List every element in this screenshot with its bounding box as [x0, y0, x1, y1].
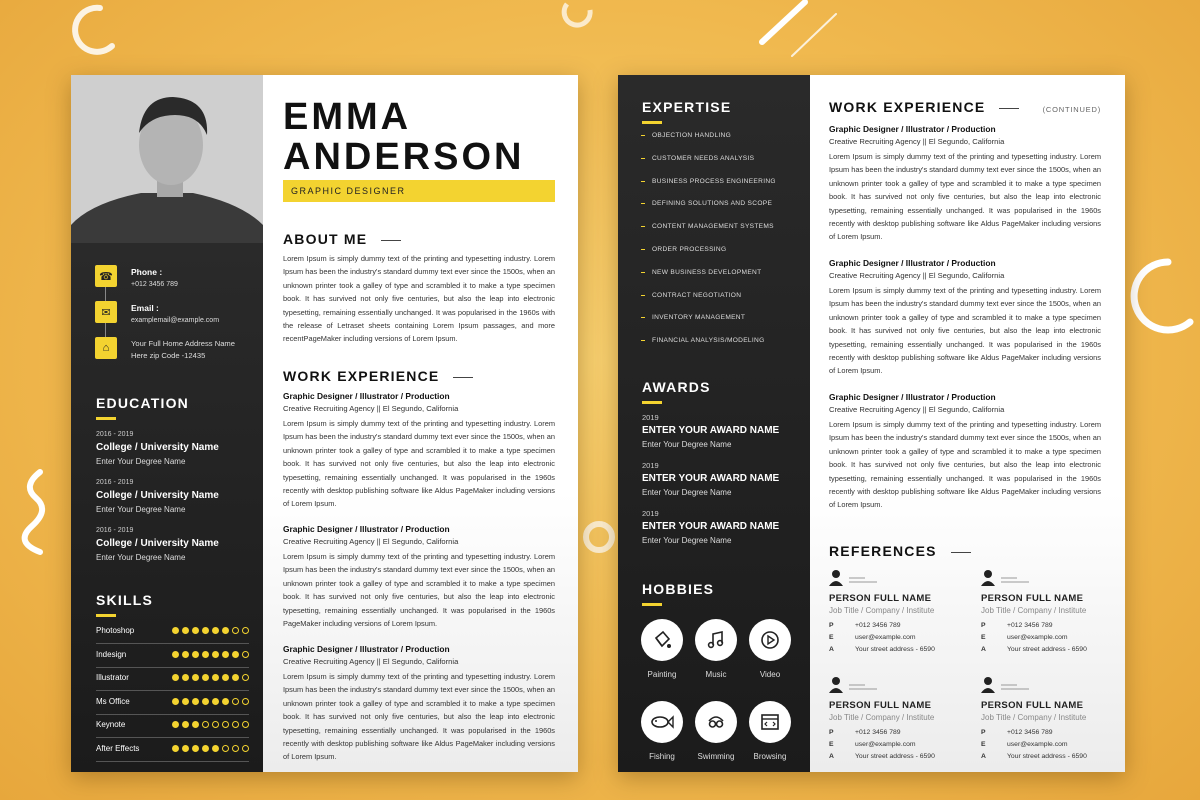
job-company: Creative Recruiting Agency || El Segundo, California	[283, 537, 459, 546]
candidate-name	[283, 97, 524, 177]
reference-key: P	[829, 622, 834, 629]
rating-dot	[202, 698, 209, 705]
reference-job: Job Title / Company / Institute	[981, 606, 1087, 615]
rating-dot	[242, 627, 249, 634]
skills-title: SKILLS	[96, 592, 153, 608]
rating-dot	[172, 674, 179, 681]
contact-connector	[105, 287, 106, 301]
resume-page-1	[71, 75, 578, 772]
reference-key: P	[981, 622, 986, 629]
email-icon: ✉	[95, 301, 117, 323]
job-description: Lorem Ipsum is simply dummy text of the printing and typesetting industry. Lorem Ipsum has been the industry's standard dummy text ever since the 1500s, when an unknown printer took a galley of type and scrambled it to make a type specimen book. It has survived not only five centuries, but also the leap into electronic typesetting, remaining essentially unchanged. It was popularised in the 1960s PageMaker including versions of Lorem Ipsum.	[283, 552, 555, 629]
reference-job: Job Title / Company / Institute	[829, 713, 935, 722]
hobby-label: Browsing	[753, 752, 787, 761]
education-title: EDUCATION	[96, 395, 189, 411]
reference-value: user@example.com	[1007, 741, 1068, 748]
address-line-1: Your Full Home Address Name	[131, 339, 235, 348]
award-year: 2019	[642, 413, 659, 422]
award-name: ENTER YOUR AWARD NAME	[642, 521, 780, 532]
profile-photo	[71, 75, 263, 243]
expertise-item: DEFINING SOLUTIONS AND SCOPE	[652, 200, 773, 208]
rating-dot	[232, 698, 239, 705]
skill-row	[96, 692, 249, 715]
job-role: GRAPHIC DESIGNER	[283, 180, 555, 202]
skill-row	[96, 715, 249, 738]
rating-dot	[222, 745, 229, 752]
rating-dot	[172, 745, 179, 752]
reference-name: PERSON FULL NAME	[981, 593, 1084, 604]
reference-value: +012 3456 789	[855, 729, 901, 736]
reference-phone	[829, 622, 901, 629]
skill-name: Keynote	[96, 720, 126, 729]
person-icon	[829, 569, 879, 587]
skill-rating	[172, 698, 249, 705]
reference-phone	[981, 622, 1053, 629]
swim-goggles-icon	[695, 701, 737, 743]
reference-key: P	[829, 729, 834, 736]
reference-value: Your street address - 6590	[1007, 646, 1087, 653]
education-degree: Enter Your Degree Name	[96, 505, 186, 514]
skill-row	[96, 645, 249, 668]
reference-key: A	[981, 753, 986, 760]
rating-dot	[182, 627, 189, 634]
rating-dot	[212, 721, 219, 728]
rating-dot	[242, 674, 249, 681]
rating-dot	[192, 651, 199, 658]
rating-dot	[172, 651, 179, 658]
reference-value: +012 3456 789	[855, 622, 901, 629]
work-title	[283, 368, 473, 384]
rating-dot	[242, 721, 249, 728]
skill-rating	[172, 674, 249, 681]
phone-label: Phone :	[131, 267, 163, 277]
browser-code-icon	[749, 701, 791, 743]
rating-dot	[182, 674, 189, 681]
skill-name: Illustrator	[96, 673, 129, 682]
rating-dot	[182, 698, 189, 705]
reference-name: PERSON FULL NAME	[829, 593, 932, 604]
rating-dot	[212, 651, 219, 658]
hobbies-title: HOBBIES	[642, 581, 715, 597]
rating-dot	[202, 627, 209, 634]
expertise-item: NEW BUSINESS DEVELOPMENT	[652, 268, 762, 276]
job-company: Creative Recruiting Agency || El Segundo, California	[283, 657, 459, 666]
reference-address	[829, 753, 935, 760]
reference-key: E	[981, 741, 986, 748]
rating-dot	[222, 721, 229, 728]
rating-dot	[202, 674, 209, 681]
rating-dot	[212, 698, 219, 705]
reference-value: user@example.com	[855, 741, 916, 748]
reference-key: E	[829, 741, 834, 748]
references-title	[829, 543, 971, 559]
rating-dot	[192, 721, 199, 728]
rating-dot	[202, 745, 209, 752]
about-title-text: ABOUT ME	[283, 231, 368, 247]
rating-dot	[232, 674, 239, 681]
reference-key: A	[981, 646, 986, 653]
award-degree: Enter Your Degree Name	[642, 488, 732, 497]
skill-name: After Effects	[96, 743, 140, 753]
reference-email	[829, 741, 916, 748]
main-page-1	[263, 75, 578, 772]
skill-name: Indesign	[96, 649, 127, 659]
expertise-item: INVENTORY MANAGEMENT	[652, 314, 746, 322]
job-title: Graphic Designer / Illustrator / Production	[283, 391, 450, 401]
expertise-item: CONTENT MANAGEMENT SYSTEMS	[652, 223, 774, 231]
expertise-item: ORDER PROCESSING	[652, 246, 727, 253]
skill-rating	[172, 721, 249, 728]
award-name: ENTER YOUR AWARD NAME	[642, 425, 780, 436]
award-year: 2019	[642, 509, 659, 518]
fish-icon	[641, 701, 683, 743]
reference-email	[981, 634, 1068, 641]
rating-dot	[222, 674, 229, 681]
job-description: Lorem Ipsum is simply dummy text of the printing and typesetting industry. Lorem Ipsum has been the industry's standard dummy text ever since the 1500s, when an unknown printer took a galley of type and scrambled it to make a type specimen book. It has survived not only five centuries, but also the leap into electronic typesetting, remaining essentially unchanged. It was popularised in the 1960s recently with desktop publishing software like Aldus PageMaker including versions of Lorem Ipsum.	[283, 672, 555, 762]
rating-dot	[172, 698, 179, 705]
sidebar-page-2	[618, 75, 810, 772]
reference-phone	[829, 729, 901, 736]
resume-page-2	[618, 75, 1125, 772]
work-title-continued	[829, 99, 1019, 115]
job-company: Creative Recruiting Agency || El Segundo, California	[829, 271, 1005, 280]
job-company: Creative Recruiting Agency || El Segundo, California	[829, 405, 1005, 414]
paint-bucket-icon	[641, 619, 683, 661]
rating-dot	[172, 627, 179, 634]
award-year: 2019	[642, 461, 659, 470]
play-icon	[749, 619, 791, 661]
skill-rating	[172, 745, 249, 752]
reference-value: +012 3456 789	[1007, 729, 1053, 736]
reference-value: user@example.com	[855, 634, 916, 641]
hobby-label: Music	[705, 670, 727, 679]
job-company: Creative Recruiting Agency || El Segundo, California	[283, 404, 459, 413]
expertise-title: EXPERTISE	[642, 99, 732, 115]
work-title-text: WORK EXPERIENCE	[283, 368, 440, 384]
music-note-icon	[695, 619, 737, 661]
reference-value: Your street address - 6590	[1007, 753, 1087, 760]
rating-dot	[192, 674, 199, 681]
person-icon	[829, 676, 879, 694]
reference-value: user@example.com	[1007, 634, 1068, 641]
education-degree: Enter Your Degree Name	[96, 457, 186, 466]
expertise-item: CUSTOMER NEEDS ANALYSIS	[652, 154, 755, 162]
education-school: College / University Name	[96, 490, 219, 501]
rating-dot	[242, 745, 249, 752]
home-icon: ⌂	[95, 337, 117, 359]
reference-phone	[981, 729, 1053, 736]
expertise-item: FINANCIAL ANALYSIS/MODELING	[652, 337, 765, 345]
reference-email	[829, 634, 916, 641]
rating-dot	[192, 627, 199, 634]
phone-icon: ☎	[95, 265, 117, 287]
rating-dot	[242, 698, 249, 705]
person-icon	[981, 569, 1031, 587]
reference-address	[829, 646, 935, 653]
skill-row	[96, 739, 249, 762]
reference-value: Your street address - 6590	[855, 753, 935, 760]
reference-email	[981, 741, 1068, 748]
rating-dot	[192, 698, 199, 705]
rating-dot	[212, 745, 219, 752]
reference-key: E	[829, 634, 834, 641]
reference-address	[981, 646, 1087, 653]
reference-name: PERSON FULL NAME	[829, 700, 932, 711]
reference-key: E	[981, 634, 986, 641]
reference-job: Job Title / Company / Institute	[829, 606, 935, 615]
education-degree: Enter Your Degree Name	[96, 553, 186, 562]
awards-title: AWARDS	[642, 379, 711, 395]
email-value: examplemail@example.com	[131, 317, 220, 324]
rating-dot	[202, 651, 209, 658]
reference-address	[981, 753, 1087, 760]
expertise-item: BUSINESS PROCESS ENGINEERING	[652, 177, 776, 185]
job-description: Lorem Ipsum is simply dummy text of the printing and typesetting industry. Lorem Ipsum has been the industry's standard dummy text ever since the 1500s, when an unknown printer took a galley of type and scrambled it to make a type specimen book. It has survived not only five centuries, but also the leap into electronic typesetting, remaining essentially unchanged. It was popularised in the 1960s recently with desktop publishing software like Aldus PageMaker including versions of Lorem Ipsum.	[283, 419, 555, 509]
education-school: College / University Name	[96, 442, 219, 453]
reference-job: Job Title / Company / Institute	[981, 713, 1087, 722]
reference-name: PERSON FULL NAME	[981, 700, 1084, 711]
main-page-2	[810, 75, 1125, 772]
rating-dot	[222, 698, 229, 705]
job-company: Creative Recruiting Agency || El Segundo, California	[829, 137, 1005, 146]
job-title: Graphic Designer / Illustrator / Production	[829, 392, 996, 402]
rating-dot	[212, 674, 219, 681]
education-years: 2016 - 2019	[96, 527, 134, 534]
job-title: Graphic Designer / Illustrator / Production	[283, 524, 450, 534]
person-icon	[981, 676, 1031, 694]
hobby-label: Swimming	[697, 752, 735, 761]
address-line-2: Here zip Code -12435	[131, 351, 206, 360]
job-description: Lorem Ipsum is simply dummy text of the printing and typesetting industry. Lorem Ipsum has been the industry's standard dummy text ever since the 1500s, when an unknown printer took a galley of type and scrambled it to make a type specimen book. It has survived not only five centuries, but also the leap into electronic typesetting, remaining essentially unchanged. It was popularised in the 1960s recently with desktop publishing software like Aldus PageMaker including versions of Lorem Ipsum.	[829, 152, 1101, 242]
job-title: Graphic Designer / Illustrator / Production	[829, 124, 996, 134]
skill-name: Photoshop	[96, 626, 135, 635]
skill-name: Ms Office	[96, 696, 130, 706]
rating-dot	[242, 651, 249, 658]
references-title-text: REFERENCES	[829, 543, 937, 559]
award-degree: Enter Your Degree Name	[642, 536, 732, 545]
award-name: ENTER YOUR AWARD NAME	[642, 473, 780, 484]
reference-value: Your street address - 6590	[855, 646, 935, 653]
job-description: Lorem Ipsum is simply dummy text of the printing and typesetting industry. Lorem Ipsum has been the industry's standard dummy text ever since the 1500s, when an unknown printer took a galley of type and scrambled it to make a type specimen book. It has survived not only five centuries, but also the leap into electronic typesetting, remaining essentially unchanged. It was popularised in the 1960s recently with desktop publishing software like Aldus PageMaker including versions of Lorem Ipsum.	[829, 286, 1101, 376]
hobby-label: Video	[759, 670, 781, 679]
work-title-text: WORK EXPERIENCE	[829, 99, 986, 115]
about-title	[283, 231, 401, 247]
skill-rating	[172, 627, 249, 634]
rating-dot	[222, 627, 229, 634]
skill-row	[96, 621, 249, 644]
rating-dot	[232, 745, 239, 752]
rating-dot	[232, 651, 239, 658]
rating-dot	[232, 721, 239, 728]
job-description: Lorem Ipsum is simply dummy text of the printing and typesetting industry. Lorem Ipsum has been the industry's standard dummy text ever since the 1500s, when an unknown printer took a galley of type and scrambled it to make a type specimen book. It has survived not only five centuries, but also the leap into electronic typesetting, remaining essentially unchanged. It was popularised in the 1960s recently with desktop publishing software like Aldus PageMaker including versions of Lorem Ipsum.	[829, 420, 1101, 510]
education-years: 2016 - 2019	[96, 479, 134, 486]
first-name: EMMA	[283, 96, 412, 138]
expertise-item: OBJECTION HANDLING	[652, 132, 732, 139]
last-name: ANDERSON	[283, 136, 525, 178]
about-text: Lorem Ipsum is simply dummy text of the printing and typesetting industry. Lorem Ipsum has been the industry's standard dummy text ever since the 1500s, when an unknown printer took a galley of type and scrambled it to make a type specimen book. It has survived not only five centuries, but also the leap into electronic typesetting, remaining essentially unchanged. It was popularised in the 1960s with the release of Letraset sheets containing Lorem Ipsum passages, and more recentPageMaker including versions of Lorem Ipsum.	[283, 254, 555, 344]
rating-dot	[172, 721, 179, 728]
job-title: Graphic Designer / Illustrator / Production	[829, 258, 996, 268]
phone-value: +012 3456 789	[131, 281, 178, 288]
rating-dot	[222, 651, 229, 658]
award-degree: Enter Your Degree Name	[642, 440, 732, 449]
rating-dot	[182, 745, 189, 752]
education-years: 2016 - 2019	[96, 431, 134, 438]
education-school: College / University Name	[96, 538, 219, 549]
person-silhouette-icon	[71, 75, 263, 243]
skill-rating	[172, 651, 249, 658]
hobby-label: Painting	[647, 670, 677, 679]
skill-row	[96, 668, 249, 691]
rating-dot	[182, 721, 189, 728]
sidebar-page-1	[71, 243, 263, 772]
hobby-label: Fishing	[649, 752, 675, 761]
rating-dot	[212, 627, 219, 634]
email-label: Email :	[131, 303, 159, 313]
reference-key: P	[981, 729, 986, 736]
rating-dot	[232, 627, 239, 634]
contact-connector	[105, 323, 106, 337]
expertise-item: CONTRACT NEGOTIATION	[652, 291, 742, 299]
reference-key: A	[829, 646, 834, 653]
rating-dot	[202, 721, 209, 728]
rating-dot	[192, 745, 199, 752]
reference-value: +012 3456 789	[1007, 622, 1053, 629]
rating-dot	[182, 651, 189, 658]
job-title: Graphic Designer / Illustrator / Production	[283, 644, 450, 654]
reference-key: A	[829, 753, 834, 760]
continued-label: (CONTINUED)	[1042, 105, 1101, 114]
